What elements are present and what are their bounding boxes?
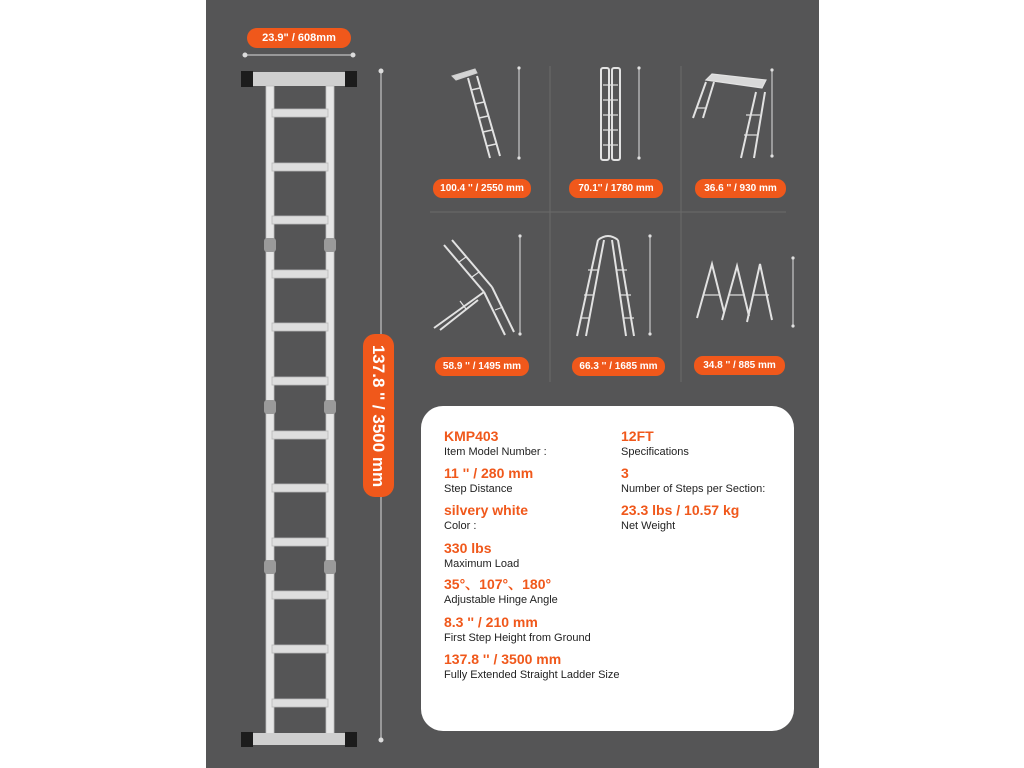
straight-ladder-image	[241, 71, 357, 747]
height-label: 137.8 '' / 3500 mm	[363, 334, 394, 497]
spec-specifications-label: Specifications	[621, 446, 689, 458]
spec-model-label: Item Model Number :	[444, 446, 547, 458]
spec-first-step	[444, 614, 591, 645]
config-1-label: 100.4 '' / 2550 mm	[433, 179, 531, 198]
spec-step-distance-label: Step Distance	[444, 483, 513, 495]
config-3-image	[693, 68, 774, 158]
spec-color-label: Color :	[444, 520, 477, 532]
config-6-image	[697, 256, 795, 327]
spec-first-step-value: 8.3 '' / 210 mm	[444, 614, 538, 630]
spec-model	[444, 428, 547, 459]
spec-hinge-angle	[444, 576, 558, 607]
config-1-image	[452, 66, 521, 159]
spec-extended-size	[444, 651, 620, 682]
spec-color-value: silvery white	[444, 502, 529, 518]
spec-steps-per-section-value: 3	[621, 465, 629, 481]
config-4-image	[434, 234, 522, 335]
spec-extended-size-label: Fully Extended Straight Ladder Size	[444, 669, 620, 681]
width-label: 23.9" / 608mm	[247, 28, 351, 48]
config-3-label: 36.6 '' / 930 mm	[695, 179, 786, 198]
spec-hinge-angle-value: 35°、107°、180°	[444, 576, 552, 592]
spec-specifications-value: 12FT	[621, 428, 654, 444]
spec-hinge-angle-label: Adjustable Hinge Angle	[444, 594, 558, 606]
config-2-image	[601, 66, 641, 160]
spec-net-weight	[621, 502, 739, 533]
config-4-label: 58.9 '' / 1495 mm	[435, 357, 529, 376]
spec-step-distance	[444, 465, 533, 496]
spec-steps-per-section	[621, 465, 765, 496]
config-6-label: 34.8 '' / 885 mm	[694, 356, 785, 375]
config-5-image	[577, 234, 652, 336]
spec-extended-size-value: 137.8 '' / 3500 mm	[444, 651, 562, 667]
spec-specifications	[621, 428, 689, 459]
spec-max-load	[444, 540, 519, 571]
config-2-label: 70.1'' / 1780 mm	[569, 179, 663, 198]
spec-net-weight-label: Net Weight	[621, 520, 676, 532]
spec-step-distance-value: 11 '' / 280 mm	[444, 465, 534, 481]
spec-model-value: KMP403	[444, 428, 499, 444]
spec-color	[444, 502, 528, 533]
spec-max-load-label: Maximum Load	[444, 558, 520, 570]
spec-max-load-value: 330 lbs	[444, 540, 492, 556]
spec-steps-per-section-label: Number of Steps per Section:	[621, 483, 766, 495]
spec-first-step-label: First Step Height from Ground	[444, 632, 591, 644]
spec-net-weight-value: 23.3 lbs / 10.57 kg	[621, 502, 740, 518]
width-dimension-line	[243, 53, 355, 57]
config-5-label: 66.3 '' / 1685 mm	[572, 357, 665, 376]
